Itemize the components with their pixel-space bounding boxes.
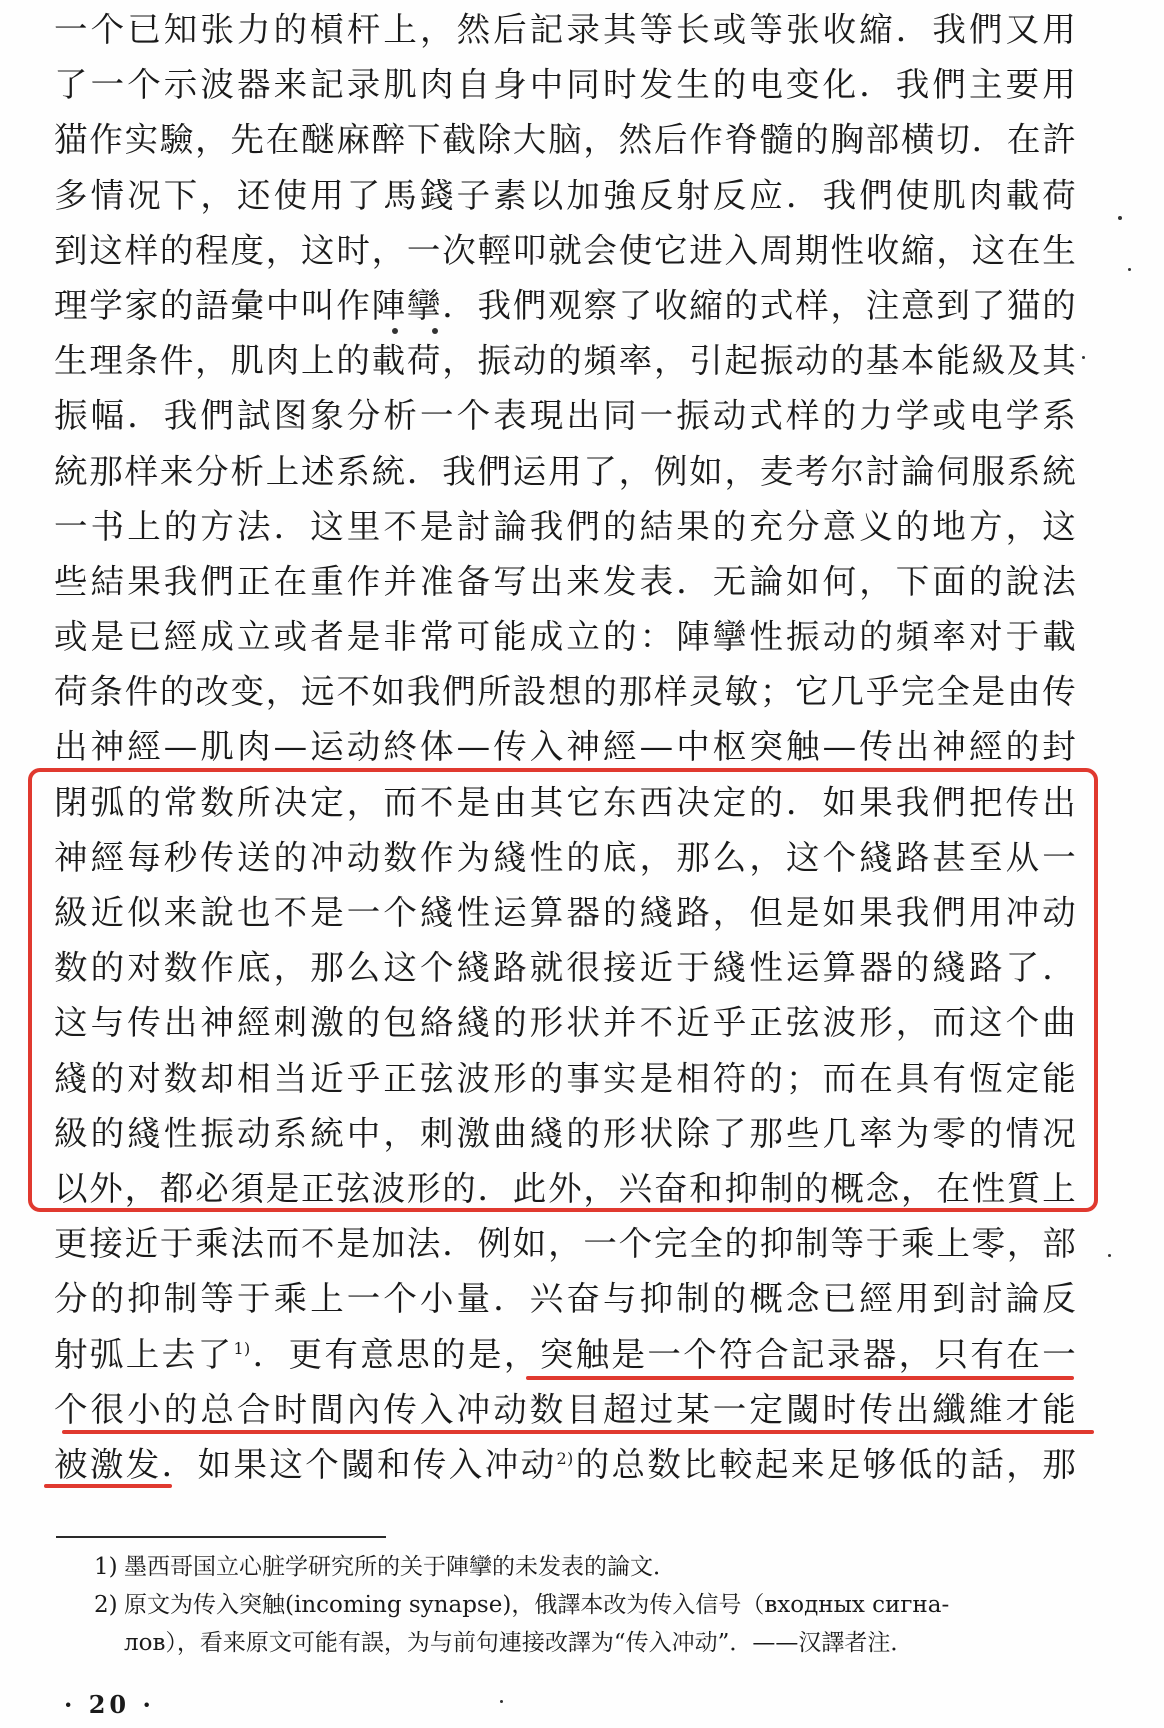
footnote-2 bbox=[94, 1586, 1074, 1624]
body-text bbox=[54, 2, 1076, 1492]
text-line: 了一个示波器来記录肌肉自身中同时发生的电变化．我們主要用 bbox=[54, 65, 1076, 105]
scan-speck bbox=[432, 328, 438, 334]
underline-annotation bbox=[526, 1376, 1074, 1380]
text-line-underlined: 个很小的总合时間內传入冲动数目超过某一定閾时传出纖維才能 bbox=[54, 1389, 1076, 1429]
text-line: 到这样的程度，这时，一次輕叩就会使它进入周期性收縮，这在生 bbox=[54, 230, 1076, 270]
text-line-highlighted: 以外，都必須是正弦波形的．此外，兴奋和抑制的概念，在性質上 bbox=[54, 1168, 1076, 1208]
text-segment: 被激发．如果这个閾和传入冲动 bbox=[54, 1444, 557, 1484]
text-line-highlighted: 閉弧的常数所决定，而不是由其它东西决定的．如果我們把传出 bbox=[54, 782, 1076, 822]
text-segment: 射弧上去了 bbox=[54, 1334, 234, 1374]
footnote-2-continuation: лов），看来原文可能有誤，为与前句連接改譯为“传入冲动”．——汉譯者注． bbox=[124, 1630, 914, 1656]
footnote-text: 墨西哥国立心脏学研究所的关于陣攣的未发表的論文． bbox=[124, 1554, 676, 1580]
text-line-highlighted: 綫的对数却相当近乎正弦波形的事实是相符的；而在具有恆定能 bbox=[54, 1058, 1076, 1098]
scan-speck bbox=[500, 1700, 503, 1703]
text-line: 猫作实驗，先在醚麻醉下截除大脑，然后作脊髓的胸部横切．在許 bbox=[54, 120, 1076, 160]
text-segment: ．更有意思的是，突触是一个符合記录器，只有在一 bbox=[250, 1334, 1076, 1374]
text-line-highlighted: 数的对数作底，那么这个綫路就很接近于綫性运算器的綫路了． bbox=[54, 948, 1076, 988]
footnote-1 bbox=[94, 1548, 1074, 1586]
text-line: 生理条件，肌肉上的載荷，振动的頻率，引起振动的基本能級及其 bbox=[54, 341, 1076, 381]
scan-speck bbox=[1108, 1254, 1111, 1257]
text-line: 荷条件的改变，远不如我們所設想的那样灵敏；它几乎完全是由传 bbox=[54, 672, 1076, 712]
text-line: 理学家的語彙中叫作陣攣．我們观察了收縮的式样，注意到了猫的 bbox=[54, 285, 1076, 325]
text-line: 多情况下，还使用了馬錢子素以加強反射反应．我們使肌肉載荷 bbox=[54, 175, 1076, 215]
footnotes bbox=[94, 1548, 1074, 1662]
footnote-number: 1) bbox=[94, 1554, 118, 1580]
text-segment: 的总数比較起来足够低的話，那 bbox=[573, 1444, 1076, 1484]
text-line: 出神經—肌肉—运动終体—传入神經—中枢突触—传出神經的封 bbox=[54, 727, 1076, 767]
text-line: 分的抑制等于乘上一个小量．兴奋与抑制的概念已經用到討論反 bbox=[54, 1279, 1076, 1319]
text-line: 或是已經成立或者是非常可能成立的：陣攣性振动的頻率对于載 bbox=[54, 617, 1076, 657]
text-line: 統那样来分析上述系統．我們运用了，例如，麦考尔討論伺服系統 bbox=[54, 451, 1076, 491]
footnote-divider bbox=[56, 1536, 386, 1538]
scan-speck bbox=[1118, 216, 1122, 220]
scan-speck bbox=[1128, 268, 1131, 271]
footnote-ref-2[interactable]: 2) bbox=[556, 1448, 574, 1468]
text-line: 些結果我們正在重作并准备写出来发表．无論如何，下面的說法 bbox=[54, 561, 1076, 601]
scan-speck bbox=[1082, 356, 1085, 359]
page-number: · 20 · bbox=[64, 1690, 155, 1719]
footnote-number: 2) bbox=[94, 1592, 118, 1618]
underline-annotation bbox=[44, 1484, 172, 1488]
text-line: 更接近于乘法而不是加法．例如，一个完全的抑制等于乘上零，部 bbox=[54, 1224, 1076, 1264]
footnote-text: 原文为传入突触(incoming synapse)，俄譯本改为传入信号（входных сигна- bbox=[124, 1592, 950, 1618]
underline-annotation bbox=[62, 1430, 1094, 1434]
text-line-with-footnote-ref bbox=[54, 1327, 1076, 1382]
text-line-highlighted: 神經每秒传送的冲动数作为綫性的底，那么，这个綫路甚至从一 bbox=[54, 837, 1076, 877]
text-line-with-footnote-ref bbox=[54, 1437, 1076, 1492]
footnote-ref-1[interactable]: 1) bbox=[233, 1338, 251, 1358]
text-line: 一书上的方法．这里不是討論我們的結果的充分意义的地方，这 bbox=[54, 506, 1076, 546]
text-line-highlighted: 級近似来說也不是一个綫性运算器的綫路，但是如果我們用冲动 bbox=[54, 893, 1076, 932]
text-line-highlighted: 級的綫性振动系統中，刺激曲綫的形状除了那些几率为零的情况 bbox=[54, 1113, 1076, 1153]
scan-speck bbox=[392, 328, 398, 334]
text-line-highlighted: 这与传出神經刺激的包絡綫的形状并不近乎正弦波形，而这个曲 bbox=[54, 1003, 1076, 1043]
text-line: 一个已知张力的槓杆上，然后記录其等长或等张收縮．我們又用 bbox=[54, 10, 1076, 49]
text-line: 振幅．我們試图象分析一个表現出同一振动式样的力学或电学系 bbox=[54, 396, 1076, 436]
